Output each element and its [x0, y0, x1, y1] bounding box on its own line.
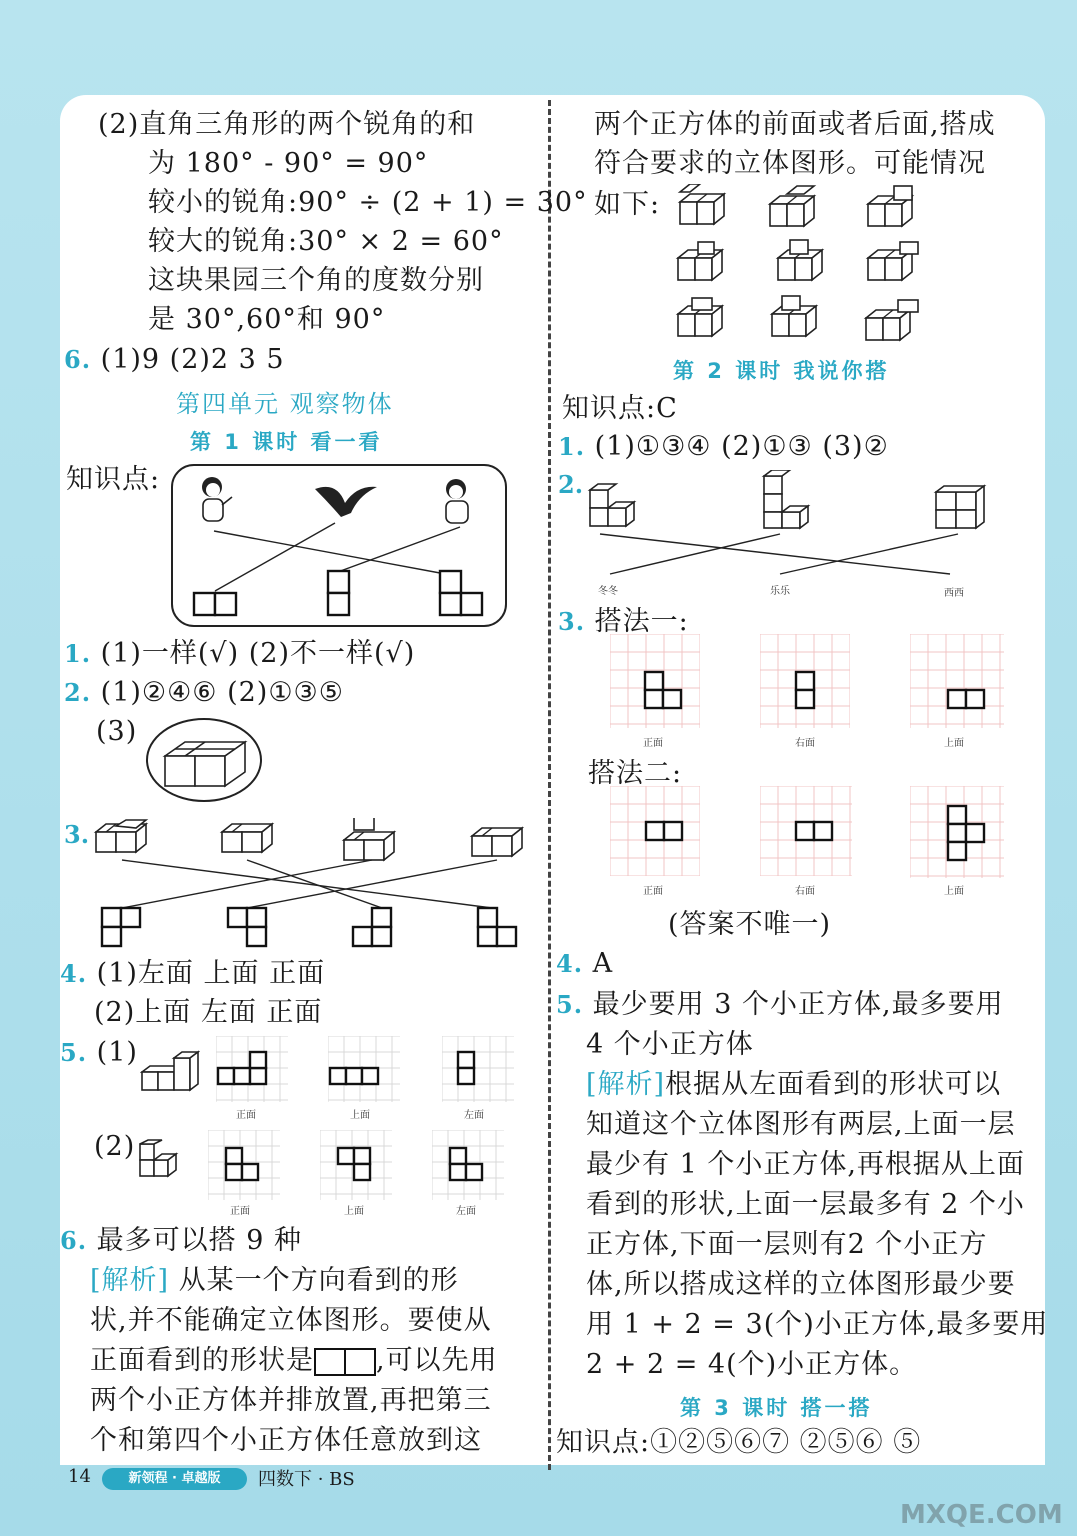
lesson3-title: 第 3 课时 搭一搭: [680, 1396, 873, 1420]
l2-q3-number: 3.: [558, 607, 586, 636]
l2-q5-1-text: 最少要用 3 个小正方体,最多要用: [592, 989, 1004, 1020]
l2-q5-analysis-2: 知道这个立体图形有两层,上面一层: [586, 1109, 1016, 1140]
l2-q1: [558, 428, 889, 466]
l1-q6-analysis-4: 两个小正方体并排放置,再把第三: [90, 1385, 492, 1416]
q6-answer: [64, 341, 285, 379]
name-lele: 乐乐: [770, 586, 790, 597]
q6-text: (1)9 (2)2 3 5: [100, 344, 285, 375]
book-code: 四数下 · BS: [258, 1469, 355, 1490]
girl-figure-icon: [446, 479, 468, 523]
knowledge-c: 知识点:C: [562, 393, 678, 424]
l2-q5-number: 5.: [556, 990, 584, 1019]
m1-label-front: 正面: [643, 738, 663, 749]
grid-lines: [910, 634, 1004, 728]
method-1-label: 搭法一:: [594, 606, 689, 637]
m2-label-front: 正面: [643, 886, 663, 897]
l2-q5-analysis-6: 体,所以搭成这样的立体图形最少要: [586, 1269, 1016, 1300]
column-divider: [548, 100, 551, 1470]
l1-q5-1-label-top: 上面: [350, 1110, 370, 1121]
l1-q6-analysis-1: [90, 1262, 459, 1300]
solid-5: [778, 240, 822, 280]
solid-8: [772, 296, 816, 336]
solid-2: [770, 186, 814, 226]
m1-grid-front: [610, 634, 700, 728]
solid-7: [678, 298, 722, 336]
knowledge-3: 知识点:①②⑤⑥⑦ ②⑤⑥ ⑤: [556, 1427, 922, 1458]
l1-q6-a3b: ,可以先用: [376, 1345, 498, 1376]
l2-q2-number: 2.: [558, 470, 584, 499]
l1-q4-1: [60, 955, 325, 993]
l2-q1-number: 1.: [558, 432, 586, 461]
q5-2-line-1: (2)直角三角形的两个锐角的和: [98, 109, 476, 140]
two-squares-inline-figure: [314, 1348, 376, 1376]
solid-4: [678, 242, 722, 280]
watermark: MXQE.COM: [900, 1500, 1063, 1530]
q3-top-figure-4: [472, 828, 522, 856]
q5-2-line-3: 较小的锐角:90° ÷ (2 + 1) = 30°: [148, 187, 588, 218]
solid-9: [866, 300, 918, 340]
l1-q1: [64, 635, 415, 673]
l2-q5-analysis-4: 看到的形状,上面一层最多有 2 个小: [586, 1189, 1025, 1220]
q5-2-line-2: 为 180° - 90° = 90°: [148, 148, 429, 179]
q3-bottom-shape-3: [353, 908, 391, 946]
m2-label-right: 右面: [795, 886, 815, 897]
q5-2-line-6: 是 30°,60°和 90°: [148, 304, 386, 335]
cont-line-1: 两个正方体的前面或者后面,搭成: [594, 109, 996, 140]
unit-title: 第四单元 观察物体: [176, 390, 394, 418]
l1-q5-1-grid-left: [442, 1036, 514, 1102]
l1-q5-1-grid-top: [328, 1036, 400, 1102]
m1-grid-top: [910, 634, 1004, 728]
q5-2-line-4: 较大的锐角:30° × 2 = 60°: [148, 226, 504, 257]
l2-q5-1: [556, 986, 1004, 1024]
q3-bottom-shape-4: [478, 908, 516, 946]
l1-q1-number: 1.: [64, 639, 92, 668]
page-number: 14: [68, 1466, 91, 1487]
q3-bottom-shape-2: [228, 908, 266, 946]
l1-q4-2: (2)上面 左面 正面: [94, 997, 323, 1028]
l1-q4-1-text: (1)左面 上面 正面: [96, 958, 326, 989]
l1-q1-text: (1)一样(√) (2)不一样(√): [100, 638, 416, 669]
l1-q6-analysis-5: 个和第四个小正方体任意放到这: [90, 1425, 482, 1456]
cont-line-3: 如下:: [594, 189, 661, 220]
name-dongdong: 冬冬: [598, 586, 618, 597]
solid-3: [868, 186, 912, 226]
shape-two-horizontal: [194, 593, 236, 615]
l2-q1-text: (1)①③④ (2)①③ (3)②: [594, 431, 889, 462]
l1-q6-analysis-2: 状,并不能确定立体图形。要使从: [90, 1305, 492, 1336]
l2-q4-text: A: [592, 948, 614, 979]
l1-q5-1-grid-front: [216, 1036, 288, 1102]
l2-q5-analysis-1: [586, 1066, 1001, 1104]
l1-q5-2-solid: [138, 1138, 186, 1182]
m2-label-top: 上面: [944, 886, 964, 897]
l1-q2-3: (3): [96, 716, 138, 747]
l1-q5-number: 5.: [60, 1038, 88, 1067]
cont-line-2: 符合要求的立体图形。可能情况: [594, 148, 986, 179]
q2-solid-1: [590, 484, 634, 526]
solid-1: [680, 184, 724, 224]
l2-q4-number: 4.: [556, 949, 584, 978]
q2-solid-3: [936, 486, 984, 528]
l1-q6-number: 6.: [60, 1226, 88, 1255]
l2-q5-2: 4 个小正方体: [586, 1029, 754, 1060]
shape-two-vertical: [328, 571, 349, 615]
l1-q5-2-label-left: 左面: [456, 1206, 476, 1217]
lesson1-title: 第 1 课时 看一看: [190, 430, 383, 454]
l2-q5-a1: 根据从左面看到的形状可以: [665, 1069, 1002, 1100]
l1-q6-a3a: 正面看到的形状是: [90, 1345, 314, 1376]
m2-grid-top: [910, 786, 1004, 878]
l1-q2-text: (1)②④⑥ (2)①③⑤: [100, 677, 344, 708]
l1-q5-1-label-left: 左面: [464, 1110, 484, 1121]
lesson2-title: 第 2 课时 我说你搭: [673, 359, 890, 383]
q3-top-figure-3: [344, 818, 394, 860]
l1-q6-a1: 从某一个方向看到的形: [178, 1265, 459, 1296]
l1-q3-matching-diagram: [92, 818, 524, 948]
knowledge-point-diagram: [170, 463, 508, 628]
method-2-label: 搭法二:: [588, 758, 683, 789]
q3-top-figure-2: [222, 824, 272, 852]
possible-solids-grid: [672, 184, 952, 344]
l1-q3-number: 3.: [64, 820, 90, 849]
l2-q2-matching-diagram: [580, 470, 1000, 588]
analysis-label: [解析]: [90, 1265, 170, 1296]
l1-q2-number: 2.: [64, 678, 92, 707]
l1-q2-3-circled-figure: [145, 716, 265, 804]
l1-q6-title: 最多可以搭 9 种: [96, 1225, 302, 1256]
l1-q5-1-solid: [140, 1050, 200, 1094]
l1-q5-2-grid-top: [320, 1130, 392, 1200]
knowledge-label-l1: 知识点:: [66, 464, 161, 495]
q3-bottom-shape-1: [102, 908, 140, 946]
l2-q5-analysis-3: 最少有 1 个小正方体,再根据从上面: [586, 1149, 1025, 1180]
solid-6: [868, 242, 918, 280]
grid-lines: [442, 1036, 514, 1102]
l1-q5-2-label-top: 上面: [344, 1206, 364, 1217]
l1-q5-1: [60, 1034, 138, 1072]
l2-q4: [556, 945, 613, 983]
l1-q4-number: 4.: [60, 959, 88, 988]
l1-q6-analysis-3: [90, 1342, 498, 1380]
m1-label-right: 右面: [795, 738, 815, 749]
analysis-label-right: [解析]: [586, 1069, 666, 1100]
l1-q2: [64, 674, 344, 712]
name-xixi: 西西: [944, 588, 964, 599]
l2-q5-analysis-8: 2 + 2 = 4(个)小正方体。: [586, 1349, 918, 1380]
l1-q5-2-grid-left: [432, 1130, 504, 1200]
l1-q6: [60, 1222, 302, 1260]
q2-solid-2: [764, 470, 808, 528]
not-unique-note: (答案不唯一): [668, 909, 832, 940]
l1-q5-1-text: (1): [96, 1037, 138, 1068]
brand-badge: 新领程 · 卓越版: [102, 1468, 247, 1490]
m2-grid-front: [610, 786, 700, 876]
m1-grid-right: [760, 634, 850, 728]
q5-2-line-5: 这块果园三个角的度数分别: [148, 265, 484, 296]
l2-q5-analysis-5: 正方体,下面一层则有2 个小正方: [586, 1229, 988, 1260]
l1-q5-2-label-front: 正面: [230, 1206, 250, 1217]
l2-q5-analysis-7: 用 1 + 2 = 3(个)小正方体,最多要用: [586, 1309, 1049, 1340]
m2-grid-right: [760, 786, 852, 876]
m1-label-top: 上面: [944, 738, 964, 749]
l1-q5-1-label-front: 正面: [236, 1110, 256, 1121]
l1-q5-2-grid-front: [208, 1130, 280, 1200]
q6-number: 6.: [64, 345, 92, 374]
l1-q5-2: (2): [94, 1131, 136, 1162]
q3-top-figure-1: [96, 820, 146, 852]
